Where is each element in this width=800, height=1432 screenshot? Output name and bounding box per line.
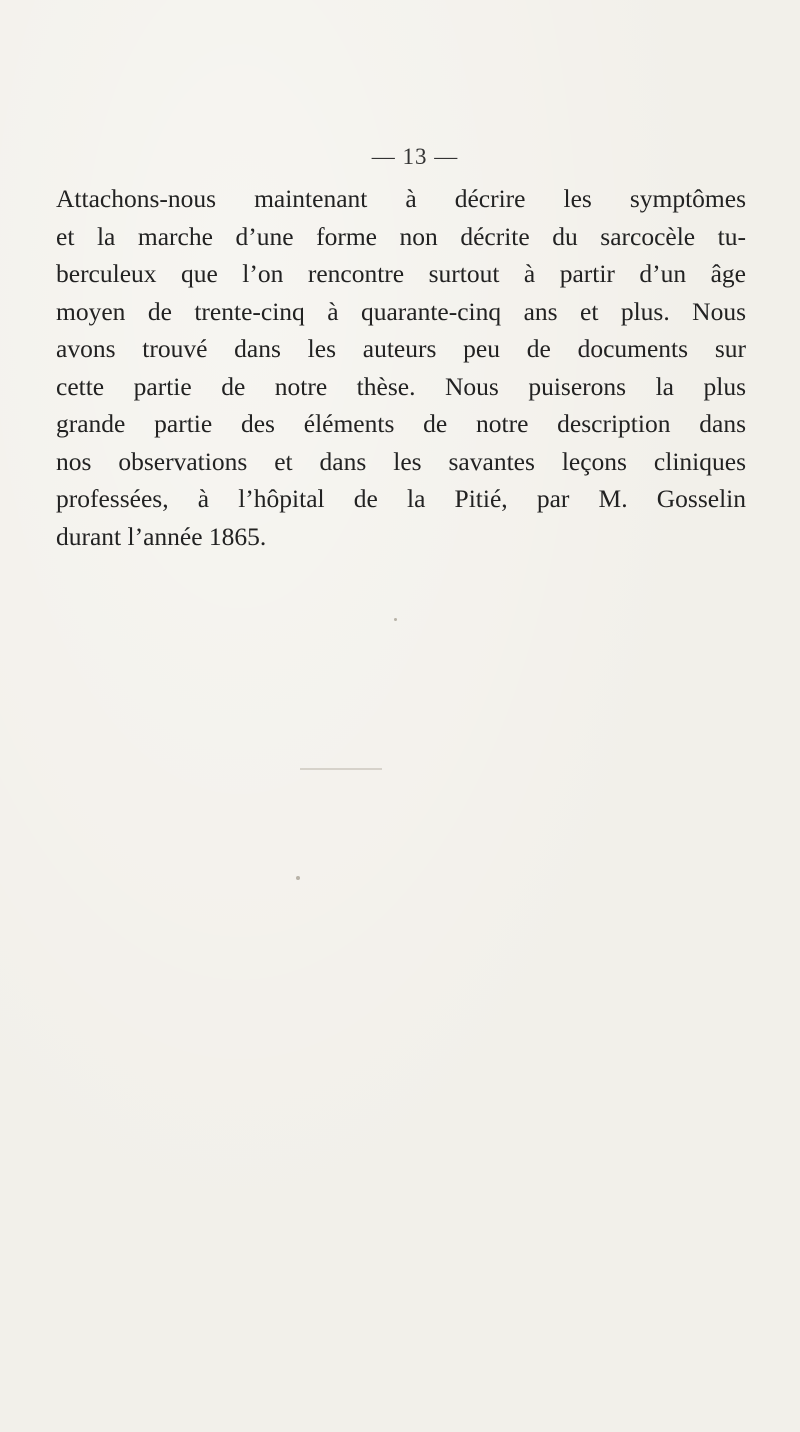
page-number: — 13 — — [371, 144, 459, 169]
paragraph-line: berculeux que l’on rencontre surtout à partir d’un âge — [56, 259, 746, 288]
paragraph-line: grande partie des éléments de notre description dans — [56, 409, 746, 438]
paragraph-line: et la marche d’une forme non décrite du sarcocèle tu- — [56, 221, 746, 251]
paper-speck — [394, 618, 397, 621]
paragraph — [56, 180, 746, 555]
paragraph-line: avons trouvé dans les auteurs peu de documents sur — [56, 334, 746, 363]
paper-speck — [296, 876, 300, 880]
paragraph-line: professées, à l’hôpital de la Pitié, par M. Gosselin — [56, 484, 746, 513]
paragraph-line: moyen de trente-cinq à quarante-cinq ans et plus. Nous — [56, 296, 746, 326]
paragraph-line: cette partie de notre thèse. Nous puiserons la plus — [56, 371, 746, 401]
show-through-rule — [300, 768, 382, 770]
paragraph-line: durant l’année 1865. — [56, 521, 267, 551]
paragraph-line: nos observations et dans les savantes leçons cliniques — [56, 446, 746, 476]
paragraph-line: Attachons-nous maintenant à décrire les symptômes — [56, 184, 746, 213]
